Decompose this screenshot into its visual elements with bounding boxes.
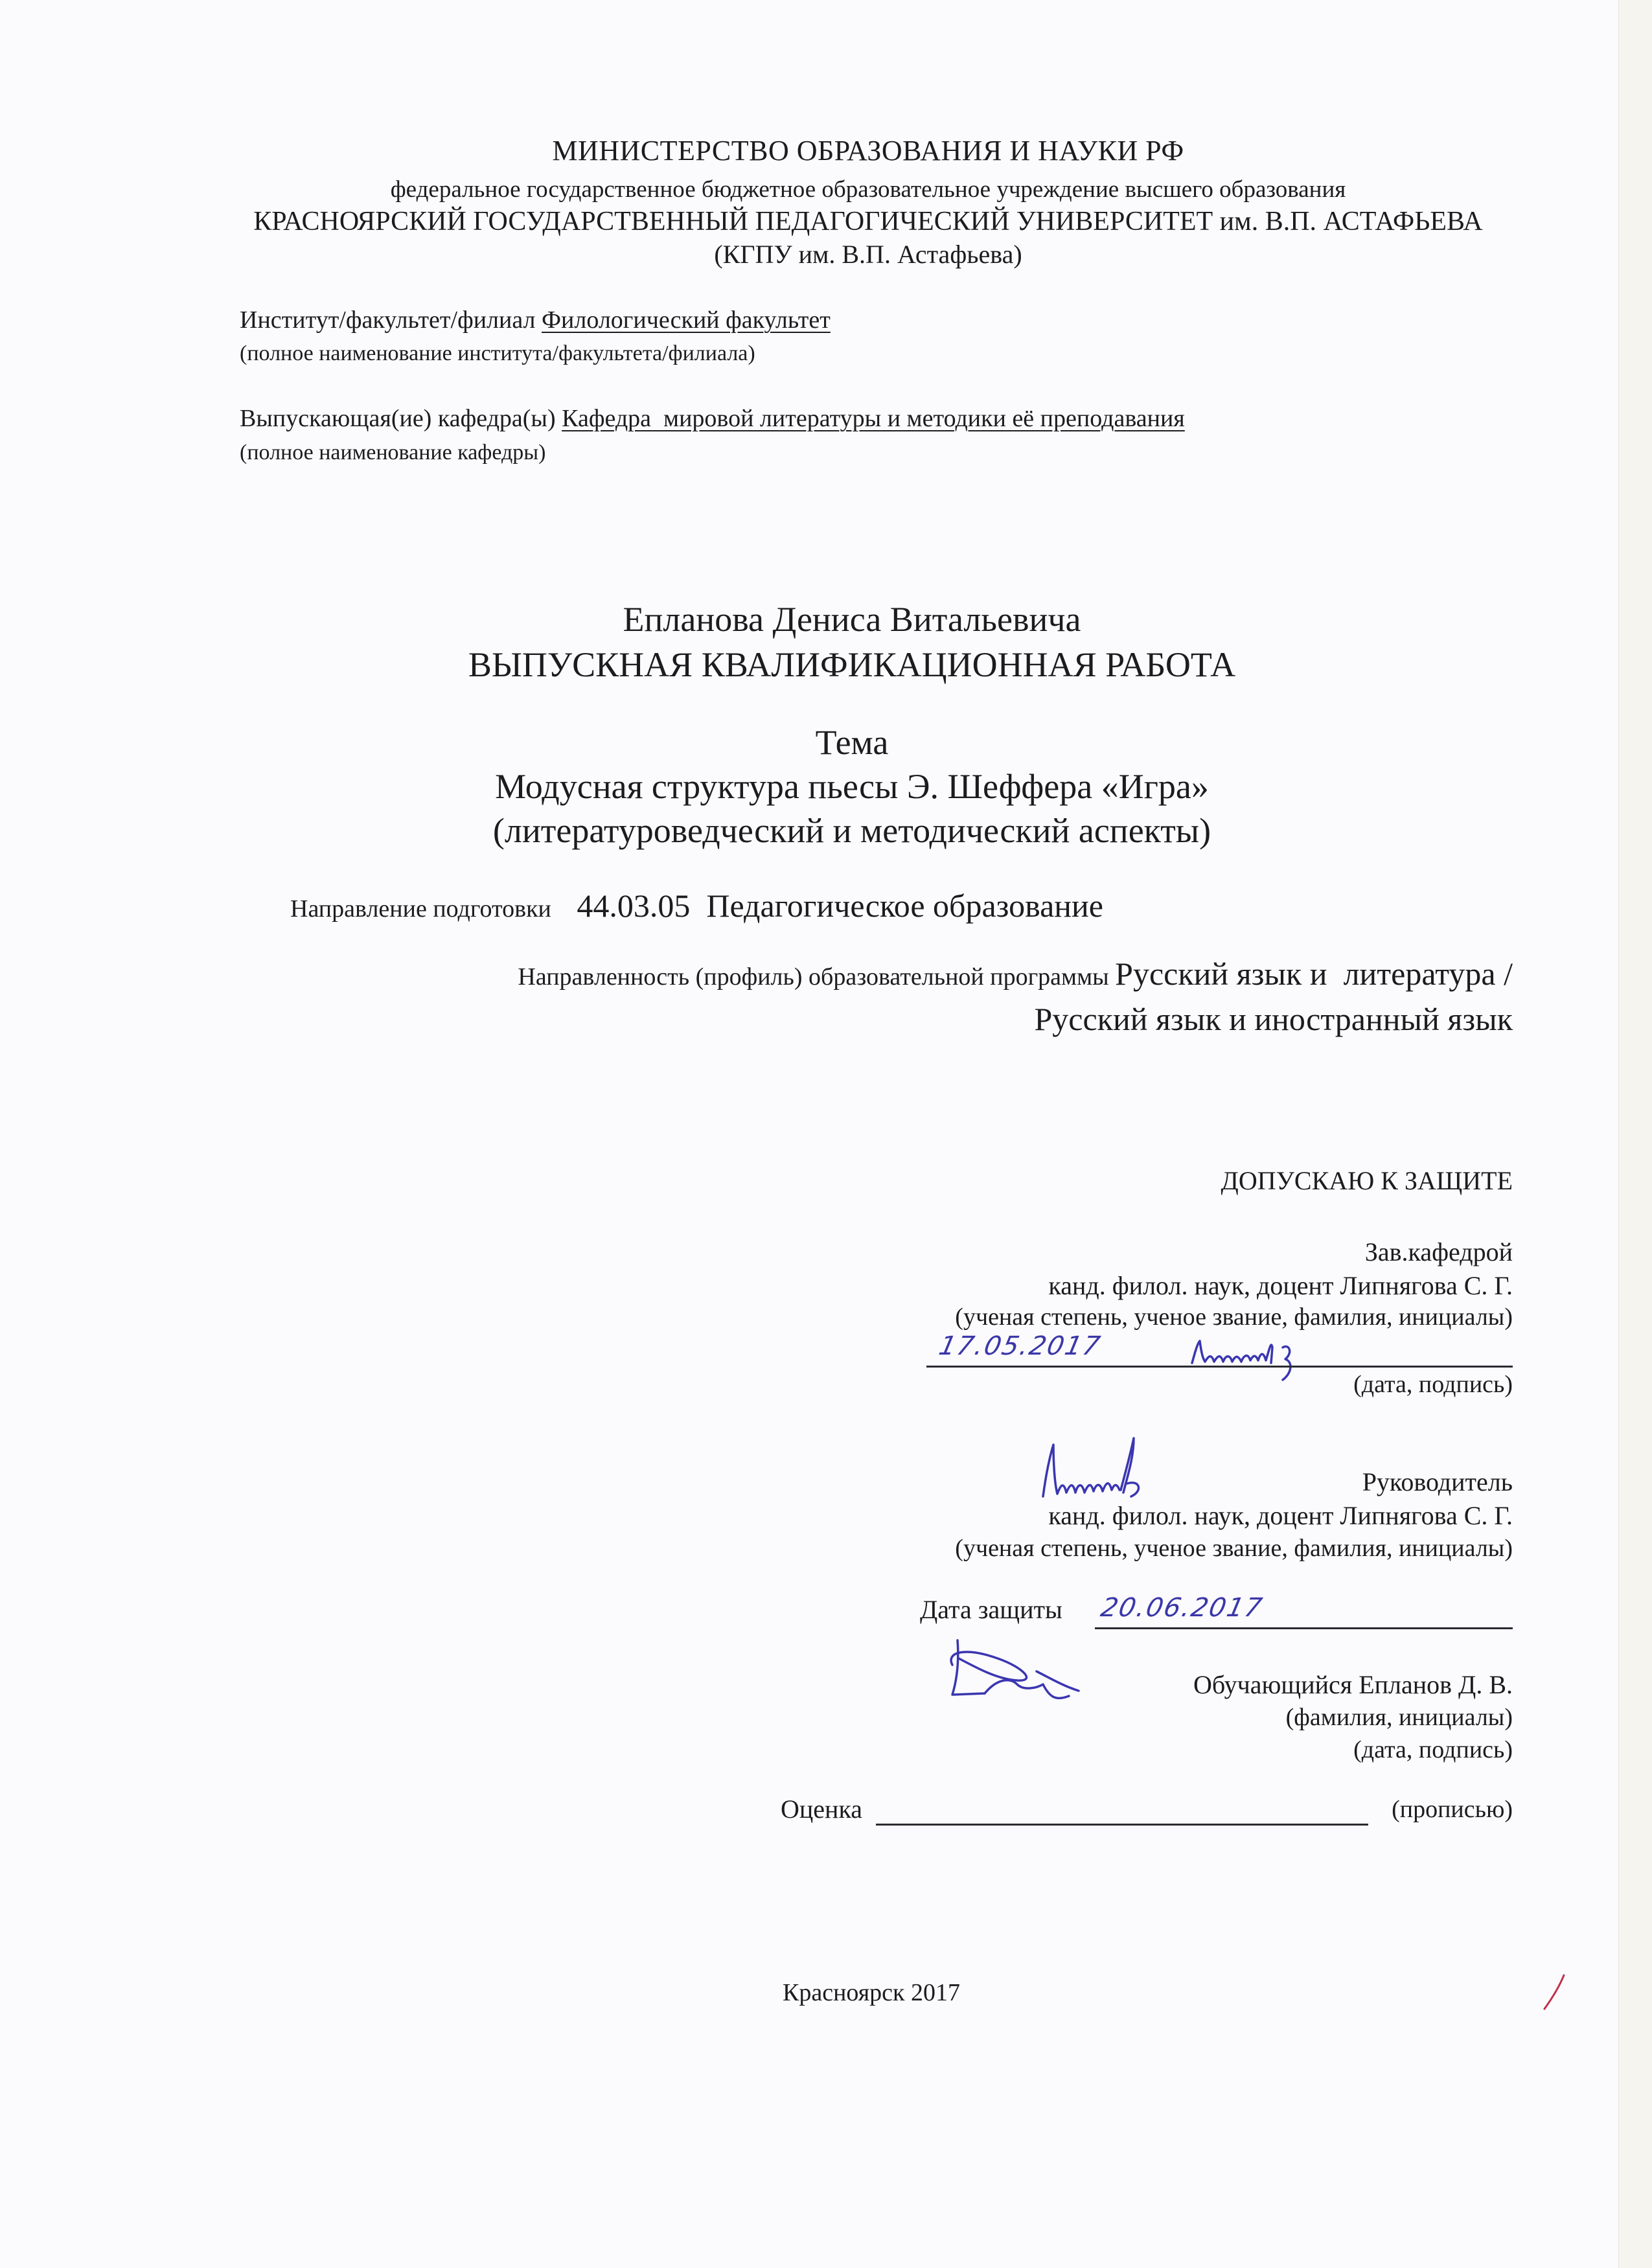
approval-title: ДОПУСКАЮ К ЗАЩИТЕ bbox=[1221, 1166, 1513, 1195]
work-type: ВЫПУСКНАЯ КВАЛИФИКАЦИОННАЯ РАБОТА bbox=[468, 645, 1236, 684]
scan-edge bbox=[1618, 0, 1652, 2268]
department-field bbox=[240, 405, 1185, 433]
institution-type: федеральное государственное бюджетное образовательное учреждение высшего образования bbox=[390, 176, 1346, 203]
city-year: Красноярск 2017 bbox=[783, 1979, 960, 2006]
supervisor-name: канд. филол. наук, доцент Липнягова С. Г. bbox=[1048, 1501, 1513, 1530]
topic-subtitle: (литературоведческий и методический аспекты) bbox=[492, 811, 1211, 850]
student-name-hint: (фамилия, инициалы) bbox=[1285, 1704, 1513, 1731]
defense-date-line bbox=[1095, 1627, 1513, 1629]
handwritten-defense-date: 20.06.2017 bbox=[1098, 1593, 1266, 1623]
profile-field bbox=[0, 956, 1513, 993]
profile-value: Русский язык и литература / bbox=[1115, 956, 1513, 992]
head-role: Зав.кафедрой bbox=[1364, 1237, 1513, 1266]
profile-value-continued: Русский язык и иностранный язык bbox=[1034, 1001, 1513, 1037]
student-date-signature-hint: (дата, подпись) bbox=[1353, 1736, 1513, 1763]
institute-value: Филологический факультет bbox=[542, 306, 831, 334]
grade-label: Оценка bbox=[781, 1794, 863, 1824]
grade-hint: (прописью) bbox=[1392, 1796, 1513, 1823]
direction-value: 44.03.05 Педагогическое образование bbox=[577, 888, 1103, 924]
university-abbreviation: (КГПУ им. В.П. Астафьева) bbox=[714, 240, 1022, 269]
defense-date-label: Дата защиты bbox=[920, 1595, 1062, 1624]
red-pen-mark bbox=[1542, 1973, 1568, 2011]
ministry-title: МИНИСТЕРСТВО ОБРАЗОВАНИЯ И НАУКИ РФ bbox=[552, 135, 1184, 166]
topic-label: Тема bbox=[815, 723, 889, 762]
head-name: канд. филол. наук, доцент Липнягова С. Г. bbox=[1048, 1271, 1513, 1300]
handwritten-approval-date: 17.05.2017 bbox=[936, 1331, 1104, 1361]
head-credentials-hint: (ученая степень, ученое звание, фамилия, инициалы) bbox=[955, 1303, 1513, 1331]
author-name: Епланова Дениса Витальевича bbox=[623, 600, 1081, 639]
date-signature-hint: (дата, подпись) bbox=[1353, 1371, 1513, 1398]
profile-label: Направленность (профиль) образовательной программы bbox=[518, 963, 1109, 991]
direction-label: Направление подготовки bbox=[290, 895, 551, 922]
department-hint: (полное наименование кафедры) bbox=[240, 441, 546, 464]
approval-signature-line bbox=[926, 1366, 1513, 1368]
department-label: Выпускающая(ие) кафедра(ы) bbox=[240, 405, 556, 432]
department-value: Кафедра мировой литературы и методики её преподавания bbox=[562, 405, 1185, 432]
university-name: КРАСНОЯРСКИЙ ГОСУДАРСТВЕННЫЙ ПЕДАГОГИЧЕСКИЙ УНИВЕРСИТЕТ им. В.П. АСТАФЬЕВА bbox=[253, 207, 1483, 236]
institute-hint: (полное наименование института/факультета/филиала) bbox=[240, 341, 755, 365]
institute-label: Институт/факультет/филиал bbox=[240, 306, 536, 334]
supervisor-role: Руководитель bbox=[1362, 1467, 1513, 1496]
direction-field bbox=[290, 888, 1103, 925]
student-name: Обучающийся Епланов Д. В. bbox=[1193, 1670, 1513, 1699]
supervisor-credentials-hint: (ученая степень, ученое звание, фамилия, инициалы) bbox=[955, 1535, 1513, 1562]
topic-title: Модусная структура пьесы Э. Шеффера «Игра» bbox=[495, 767, 1209, 806]
institute-field bbox=[240, 306, 831, 335]
